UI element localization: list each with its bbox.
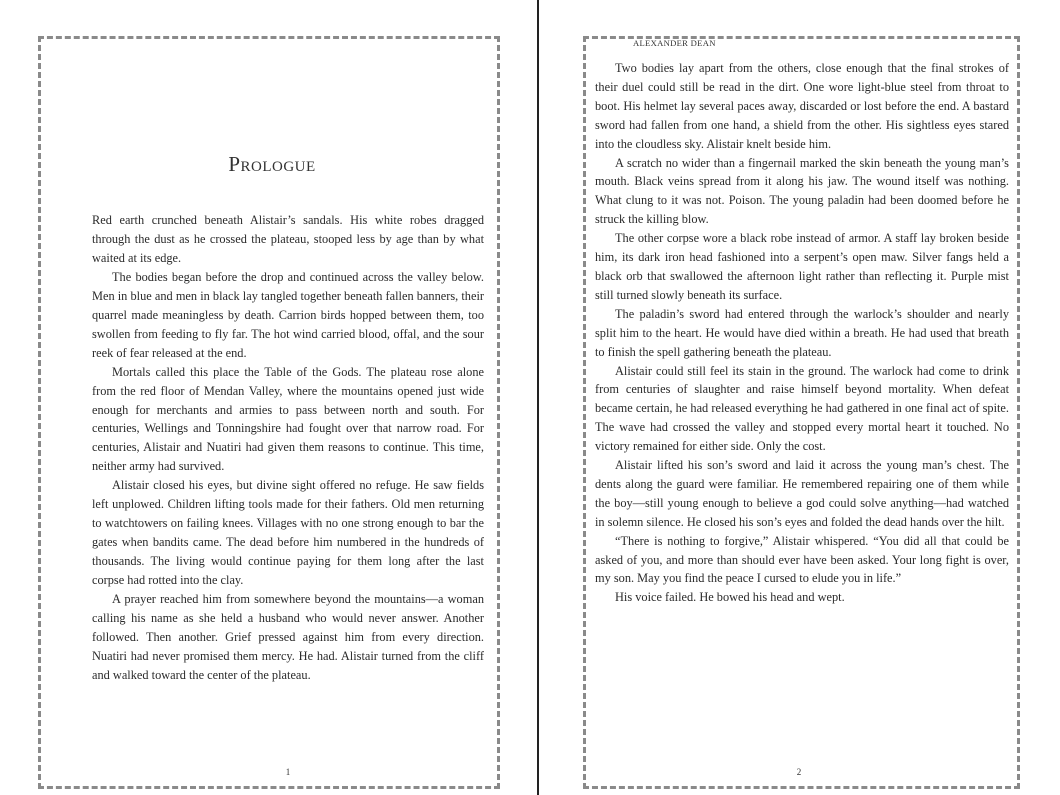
- paragraph: A prayer reached him from somewhere beyond the mountains—a woman calling his name as she held a husband who would never answer. Another followed. Then another. Grief pressed against him from every direction. Nuatiri had never promised them mercy. He had. Alistair turned from the cliff and walked toward the center of the plateau.: [92, 592, 484, 682]
- paragraph: A scratch no wider than a fingernail marked the skin beneath the young man’s mouth. Black veins spread from it along his jaw. The wound itself was nothing. What clung to it was not. Poison. The young paladin had been doomed before he struck the killing blow.: [595, 155, 1009, 227]
- chapter-title: Prologue: [228, 152, 316, 176]
- paragraph: Alistair lifted his son’s sword and laid it across the young man’s chest. The dents along the guard were familiar. He remembered repairing one of them while the boy—still young enough to believe a god could solve anything—had watched in solemn silence. He closed his son’s eyes and folded the dead hands over the hilt.: [595, 458, 1009, 529]
- paragraph: Mortals called this place the Table of the Gods. The plateau rose alone from the red floor of Mendan Valley, where the mountains opened just wide enough for merchants and armies to pass between north and south. For centuries, Wellings and Tonningshire had fought over that narrow road. For centuries, Alistair and Nuatiri had given them reasons to continue. This time, neither army had survived.: [92, 364, 484, 474]
- paragraph: “There is nothing to forgive,” Alistair whispered. “You did all that could be asked of you, and more than should ever have been asked. Your long fight is over, my son. May you find the peace I cursed to elude you in life.”: [595, 533, 1009, 586]
- right-page: [539, 0, 1060, 795]
- right-page-body: [595, 59, 1009, 607]
- paragraph: Red earth crunched beneath Alistair’s sandals. His white robes dragged through the dust as he crossed the plateau, stooped less by age than by what waited at its edge.: [92, 213, 484, 265]
- page-number: 2: [796, 767, 802, 777]
- left-page-body: [92, 211, 484, 685]
- paragraph: Alistair closed his eyes, but divine sight offered no refuge. He saw fields left unplowed. Children lifting tools made for their fathers. Old men returning to watchtowers on failing knees. Villages with no one strong enough to bar the gates when bandits came. The dead before him numbered in the hundreds of thousands. The living would continue paying for them long after the last corpse had rotted into the clay.: [92, 478, 484, 588]
- paragraph: His voice failed. He bowed his head and wept.: [615, 590, 845, 605]
- page-number: 1: [285, 767, 291, 777]
- running-header-author: ALEXANDER DEAN: [633, 38, 716, 48]
- paragraph: The other corpse wore a black robe instead of armor. A staff lay broken beside him, its dark iron head fashioned into a serpent’s open maw. Silver fangs held a black orb that swallowed the afternoon light rather than reflecting it. Purple mist still turned slowly beneath its surface.: [595, 231, 1009, 302]
- paragraph: The bodies began before the drop and continued across the valley below. Men in blue and men in black lay tangled together beneath fallen banners, their quarrel made meaningless by death. Carrion birds hopped between them, too swollen from feeding to fly far. The hot wind carried blood, offal, and the sour reek of fear released at the end.: [92, 269, 484, 360]
- paragraph: Alistair could still feel its stain in the ground. The warlock had come to drink from centuries of slaughter and raise himself beyond mortality. When defeat became certain, he had released everything he had gathered in one final act of spite. The wave had crossed the valley and stopped every mortal heart it touched. No victory remained for either side. Only the cost.: [595, 363, 1009, 454]
- paragraph: The paladin’s sword had entered through the warlock’s shoulder and nearly split him to the heart. He would have died within a breath. He had used that breath to finish the spell gathering beneath the plateau.: [595, 306, 1009, 359]
- paragraph: Two bodies lay apart from the others, close enough that the final strokes of their duel could still be read in the dirt. One wore light-blue steel from throat to boot. His helmet lay several paces away, discarded or lost before the end. A bastard sword had fallen from one hand, a shield from the other. His sightless eyes stared into the cloudless sky. Alistair knelt beside him.: [595, 61, 1009, 151]
